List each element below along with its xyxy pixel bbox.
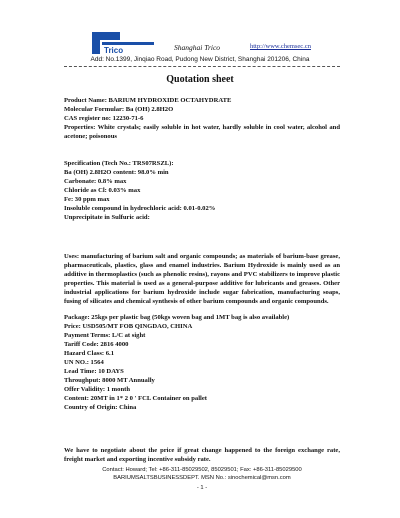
lead-time: Lead Time: 10 DAYS bbox=[64, 368, 124, 375]
company-address: Add: No.1399, Jinqiao Road, Pudong New District, Shanghai 201206, China bbox=[90, 56, 310, 63]
company-name: Shanghai Trico bbox=[174, 43, 221, 52]
country-of-origin: Country of Origin: China bbox=[64, 404, 137, 411]
terms-list bbox=[64, 313, 340, 412]
uses-paragraph: Uses: manufacturing of barium salt and organic compounds; as materials of barium-base grease, pharmaceuticals, plastics, glass and enamel industries. Barium Hydroxide is mainly used as an additive in thermoplastics (such as phenolic resins), rayons and PVC stabilizers to improve plastic properties. This material is used as a general-purpose additive for lubricants and greases. Other industrial applications for barium hydroxide include sugar fabrication, manufacturing soaps, fusing of silicates and chemical synthesis of other barium compounds and organic compounds. bbox=[64, 253, 340, 305]
throughput: Throughput: 8000 MT Annually bbox=[64, 377, 155, 384]
spec-item: Unprecipitate in Sulfuric acid: bbox=[64, 214, 150, 221]
trico-logo bbox=[92, 32, 156, 54]
spec-item: Ba (OH) 2.8H2O content: 98.0% min bbox=[64, 169, 169, 176]
product-name: Product Name: BARIUM HYDROXIDE OCTAHYDRATE bbox=[64, 97, 232, 104]
specification-list bbox=[64, 159, 340, 222]
footer-contact: Contact: Howard; Tel: +86-311-85029502, 85029501; Fax: +86-311-85029500 bbox=[102, 467, 302, 473]
website-link[interactable]: http://www.chemsec.cn bbox=[250, 43, 311, 50]
cas-number: CAS register no: 12230-71-6 bbox=[64, 115, 144, 122]
un-number: UN NO.: 1564 bbox=[64, 359, 104, 366]
specification-header: Specification (Tech No.: TRS07RSZL): bbox=[64, 160, 174, 167]
product-properties: Properties: White crystals; easily soluble in hot water, hardly soluble in cool water, alcohol and acetone; poisonous bbox=[64, 124, 340, 140]
hazard-class: Hazard Class: 6.1 bbox=[64, 350, 115, 357]
spec-item: Carbonate: 0.8% max bbox=[64, 178, 127, 185]
spec-item: Chloride as Cl: 0.03% max bbox=[64, 187, 141, 194]
molecular-formula: Molecular Formular: Ba (OH) 2.8H2O bbox=[64, 106, 174, 113]
spec-item: Fe: 30 ppm max bbox=[64, 196, 110, 203]
payment-term: Payment Terms: L/C at sight bbox=[64, 332, 146, 339]
product-info bbox=[64, 96, 340, 141]
logo-text: Trico bbox=[104, 46, 124, 54]
page-number: - 1 - bbox=[196, 485, 208, 491]
header-divider bbox=[64, 66, 340, 67]
price-term: Price: USD505/MT FOB QINGDAO, CHINA bbox=[64, 323, 193, 330]
footer-contact-msn: BARIUMSALTSBUSINESSDEPT. MSN No.: sinochemical@msn.com bbox=[113, 475, 291, 481]
tariff-code: Tariff Code: 2816 4000 bbox=[64, 341, 129, 348]
spec-item: Insoluble compound in hydrochloric acid: 0.01-0.02% bbox=[64, 205, 216, 212]
container-content: Content: 20MT in 1* 2 0 ' FCL Container on pallet bbox=[64, 395, 207, 402]
page-title: Quotation sheet bbox=[166, 74, 234, 85]
price-note: We have to negotiate about the price if great change happened to the foreign exchange rate, freight market and exporting incentive subsidy rate. bbox=[64, 447, 340, 463]
package-term: Package: 25kgs per plastic bag (50kgs woven bag and 1MT bag is also available) bbox=[64, 314, 290, 321]
offer-validity: Offer Validity: 1 month bbox=[64, 386, 131, 393]
